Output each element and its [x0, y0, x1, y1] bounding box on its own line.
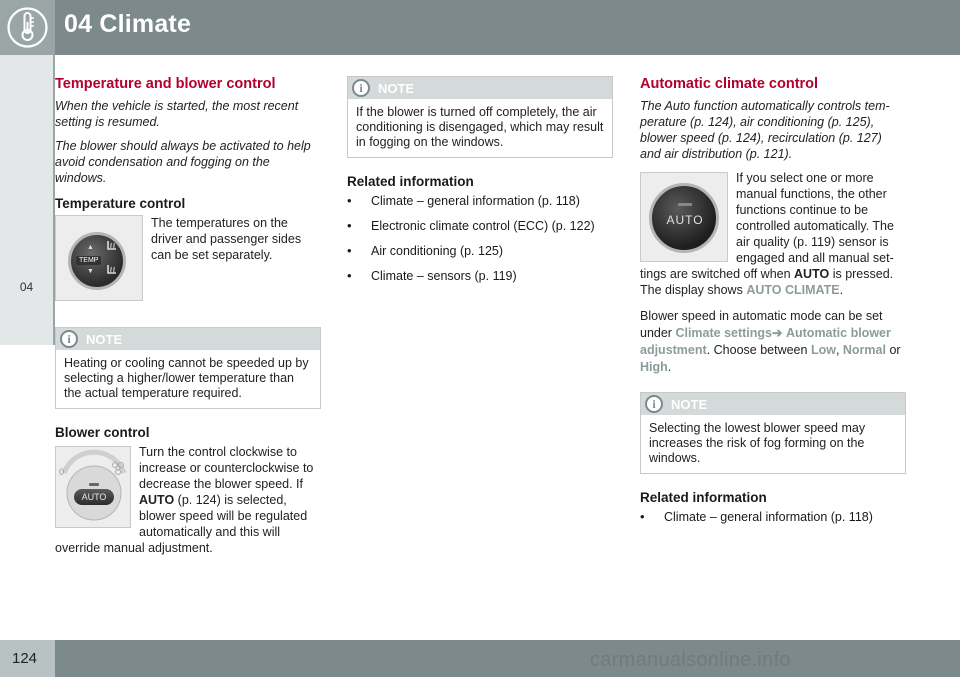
note-text: Selecting the lowest blower speed may increases the risk of fog forming on the windows.	[649, 421, 866, 465]
related-information-list	[347, 193, 613, 284]
related-link-item[interactable]: • Climate – general information (p. 118)	[347, 193, 613, 209]
separator-2: or	[885, 343, 901, 357]
fan-icon	[111, 461, 125, 475]
option-low: Low	[810, 343, 836, 357]
blower-mode-text-a: Blower speed in automatic mode can be set under	[640, 309, 883, 340]
auto-text-a: If you select one or more manual functions, the other functions continue to be controlled automatically. The air quality (p. 119) sensor is engaged and all manual set-tings are switched off when	[640, 171, 894, 281]
page-header	[0, 0, 960, 55]
menu-path-climate-settings: Climate settings	[675, 326, 773, 340]
lead-paragraph-1: When the vehicle is started, the most recent setting is resumed.	[55, 99, 299, 129]
seat-heat-icon	[104, 240, 120, 254]
page-number-box	[0, 640, 55, 677]
note-title: NOTE	[378, 81, 415, 96]
auto-text-c: .	[839, 283, 844, 297]
info-icon: i	[645, 395, 663, 413]
related-link-item[interactable]: • Air conditioning (p. 125)	[347, 243, 613, 259]
info-icon: i	[352, 79, 370, 97]
chapter-side-tab-label: 04	[19, 280, 34, 294]
chapter-side-tab	[0, 55, 55, 345]
seat-heat-icon	[104, 264, 120, 278]
blower-mode-text-b: . Choose between	[706, 343, 811, 357]
column-3	[640, 76, 906, 534]
auto-button-led	[678, 203, 692, 206]
temp-knob-label: TEMP	[76, 256, 101, 265]
option-normal: Normal	[842, 343, 886, 357]
temperature-control-text: The temperatures on the driver and passenger sides can be set separately.	[151, 216, 302, 262]
section-heading-temp-blower: Temperature and blower control	[55, 76, 276, 92]
menu-arrow-icon: ➔	[772, 326, 783, 340]
note-title: NOTE	[671, 397, 708, 412]
temperature-control-image	[55, 215, 143, 301]
auto-text-b: is pressed. The display shows	[640, 267, 894, 297]
blower-text-b: (p. 124) is selected, blower speed will be regulated automatically and this will override manual adjustment.	[55, 493, 308, 555]
note-header	[641, 393, 905, 415]
lead-paragraph-2: The blower should always be activated to help avoid condensation and fogging on the windows.	[55, 139, 311, 185]
note-title: NOTE	[86, 332, 123, 347]
chapter-icon-box	[0, 0, 55, 55]
separator-1: ,	[835, 343, 843, 357]
info-icon: i	[60, 330, 78, 348]
related-information-heading: Related information	[640, 490, 767, 505]
page-footer	[0, 640, 960, 677]
blower-scale-arc-icon	[56, 447, 132, 529]
section-heading-automatic-climate: Automatic climate control	[640, 76, 819, 92]
thermometer-icon	[0, 0, 55, 55]
note-header	[348, 77, 612, 99]
page-number: 124	[12, 650, 38, 667]
blower-auto-button-label: AUTO	[74, 489, 114, 505]
blower-control-image	[55, 446, 131, 528]
related-link-item[interactable]: • Climate – sensors (p. 119)	[347, 268, 613, 284]
auto-button-label: AUTO	[666, 213, 704, 227]
note-box-lowest-speed	[640, 392, 906, 474]
related-link-item[interactable]: • Electronic climate control (ECC) (p. 122)	[347, 218, 613, 234]
column-2	[347, 76, 613, 293]
chapter-title: 04 Climate	[64, 10, 192, 38]
blower-led	[89, 483, 99, 486]
note-box-heating	[55, 327, 321, 409]
auto-keyword: AUTO	[794, 267, 830, 281]
watermark: carmanualsonline.info	[590, 649, 791, 671]
subheading-blower-control: Blower control	[55, 425, 150, 440]
note-text: Heating or cooling cannot be speeded up by selecting a higher/lower temperature than the actual temperature required.	[64, 356, 309, 400]
note-header	[56, 328, 320, 350]
blower-text-a: Turn the control clockwise to increase or counterclockwise to decrease the blower speed. If	[139, 445, 314, 491]
subheading-temperature-control: Temperature control	[55, 196, 186, 211]
menu-item-automatic-blower: Automatic blower adjustment	[640, 326, 891, 357]
lead-paragraph-auto: The Auto function automatically controls tem-perature (p. 124), air conditioning (p. 125), blower speed (p. 124), recirculation (p. 127) and air distribution (p. 121).	[640, 99, 890, 161]
display-text-auto-climate: AUTO CLIMATE	[746, 283, 840, 297]
note-box-blower-off	[347, 76, 613, 158]
column-1	[55, 76, 321, 556]
blower-auto-mode-text	[640, 308, 906, 376]
temp-up-arrow: ▲	[87, 244, 94, 251]
option-high: High	[640, 360, 668, 374]
auto-keyword: AUTO	[139, 493, 175, 507]
related-information-heading: Related information	[347, 174, 474, 189]
related-link-item[interactable]: • Climate – general information (p. 118)	[640, 509, 906, 525]
blower-scale-zero: 0	[59, 467, 65, 477]
auto-button-image	[640, 172, 728, 262]
temp-down-arrow: ▼	[87, 268, 94, 275]
related-information-list	[640, 509, 906, 525]
blower-mode-text-c: .	[667, 360, 672, 374]
note-text: If the blower is turned off completely, the air conditioning is disengaged, which may result in fogging on the windows.	[356, 105, 604, 149]
